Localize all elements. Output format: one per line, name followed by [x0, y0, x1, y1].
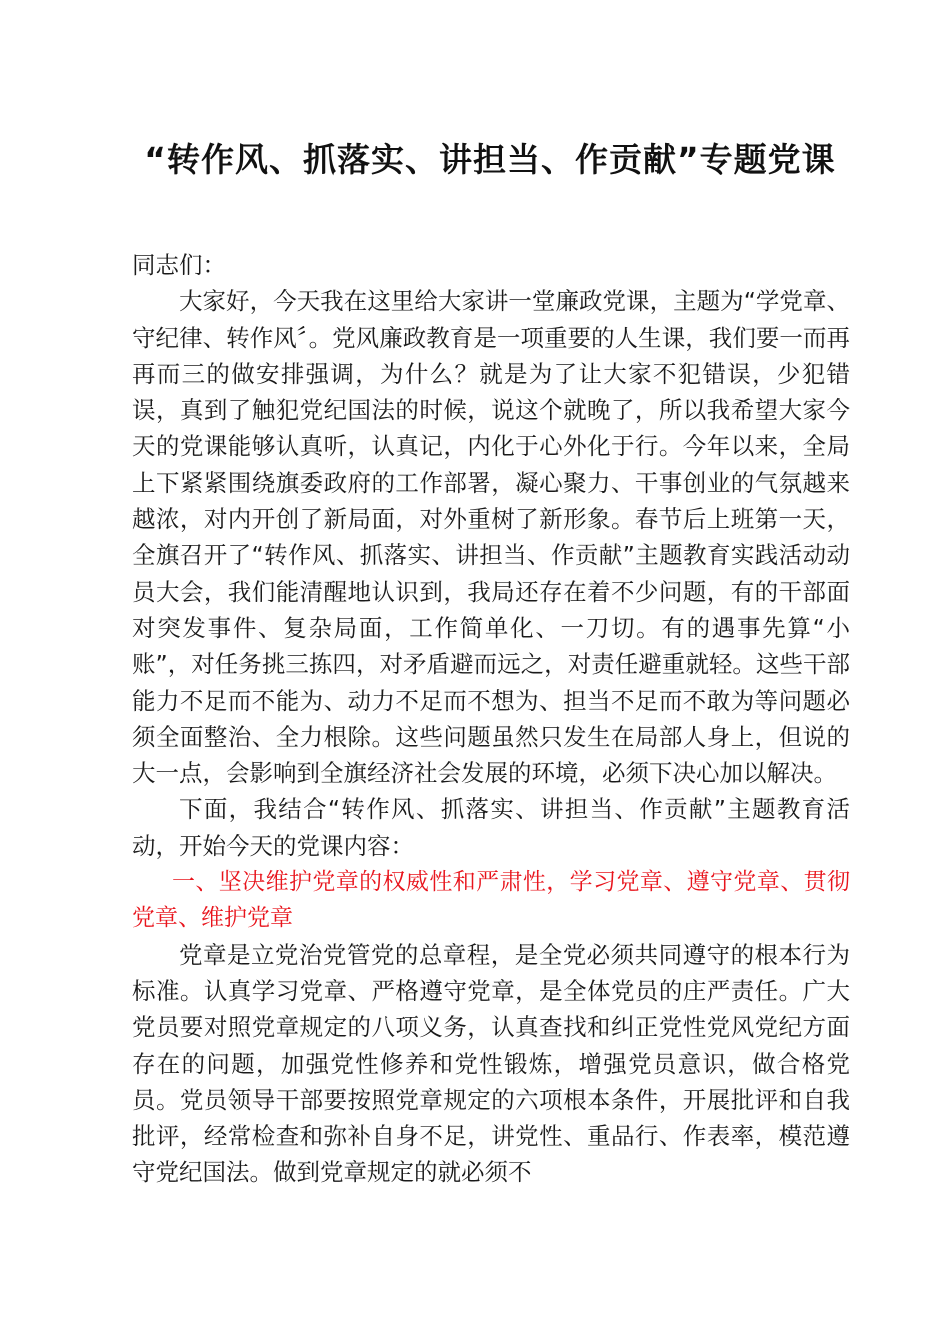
paragraph-transition: 下面，我结合“转作风、抓落实、讲担当、作贡献”主题教育活动，开始今天的党课内容：	[132, 795, 850, 860]
section-paragraph: 党章是立党治党管党的总章程，是全党必须共同遵守的根本行为标准。认真学习党章、严格遵守党章，是全体党员的庄严责任。广大党员要对照党章规定的八项义务，认真查找和纠正党性党风党纪方面存在的问题，加强党性修养和党性锻炼，增强党员意识，做合格党员。党员领导干部要按照党章规定的六项根本条件，开展批评和自我批评，经常检查和弥补自身不足，讲党性、重品行、作表率，模范遵守党纪国法。做到党章规定的就必须不	[132, 940, 850, 1187]
section-heading: 一、坚决维护党章的权威性和严肃性，学习党章、遵守党章、贯彻党章、维护党章	[132, 869, 850, 932]
document-body	[132, 247, 850, 1191]
salutation: 同志们：	[132, 251, 226, 279]
document-title: “转作风、抓落实、讲担当、作贡献”专题党课	[144, 140, 836, 179]
paragraph-intro: 大家好，今天我在这里给大家讲一堂廉政党课，主题为“学党章、守纪律、转作风〞。党风廉政教育是一项重要的人生课，我们要一而再再而三的做安排强调，为什么？就是为了让大家不犯错误，少犯错误，真到了触犯党纪国法的时候，说这个就晚了，所以我希望大家今天的党课能够认真听，认真记，内化于心外化于行。今年以来，全局上下紧紧围绕旗委政府的工作部署，凝心聚力、干事创业的气氛越来越浓，对内开创了新局面，对外重树了新形象。春节后上班第一天，全旗召开了“转作风、抓落实、讲担当、作贡献”主题教育实践活动动员大会，我们能清醒地认识到，我局还存在着不少问题，有的干部面对突发事件、复杂局面，工作简单化、一刀切。有的遇事先算“小账”，对任务挑三拣四，对矛盾避而远之，对责任避重就轻。这些干部能力不足而不能为、动力不足而不想为、担当不足而不敢为等问题必须全面整治、全力根除。这些问题虽然只发生在局部人身上，但说的大一点，会影响到全旗经济社会发展的环境，必须下决心加以解决。	[132, 287, 850, 788]
